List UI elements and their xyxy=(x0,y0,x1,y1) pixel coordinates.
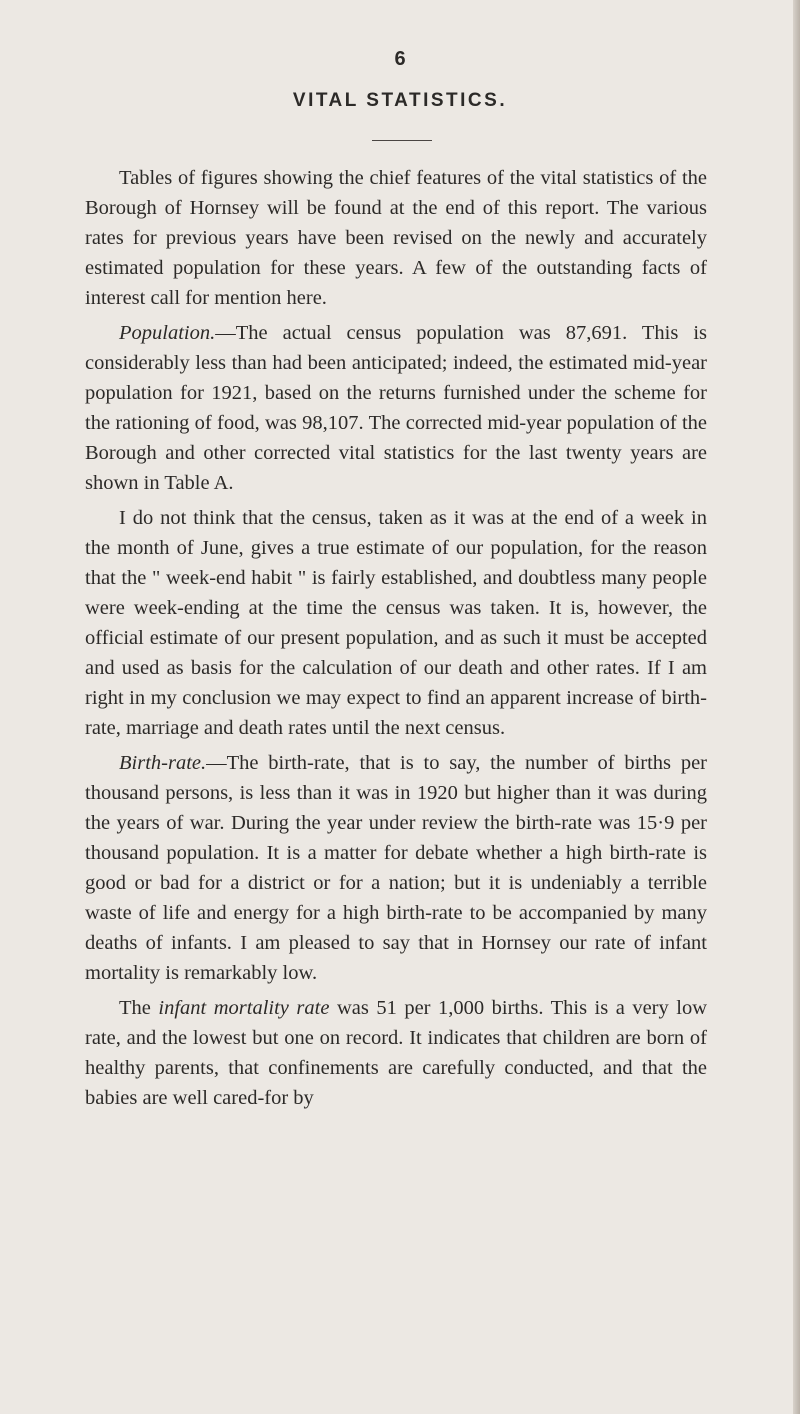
paragraph-census xyxy=(85,503,707,743)
paragraph-intro xyxy=(85,163,707,313)
page-number: 6 xyxy=(394,48,406,70)
page-title: VITAL STATISTICS. xyxy=(292,90,508,111)
paragraph-pre: The xyxy=(119,997,159,1019)
paragraph-text: —The actual census population was 87,691. This is considerably less than had been anticipated; indeed, the estimated mid-year population for 1921, based on the returns furnished under the scheme for the rationing of food, was 98,107. The corrected mid-year population of the Borough and other corrected vital statistics for the last twenty years are shown in Table A. xyxy=(85,322,707,494)
page-edge-shadow xyxy=(793,0,800,1414)
title-divider xyxy=(372,140,432,141)
paragraph-infant-mortality xyxy=(85,993,707,1113)
body-text xyxy=(85,163,707,1118)
paragraph-lead: infant mortality rate xyxy=(158,997,330,1019)
paragraph-text: Tables of figures showing the chief features of the vital statistics of the Borough of Hornsey will be found at the end of this report. The various rates for previous years have been revised on the newly and accurately estimated population for these years. A few of the outstanding facts of interest call for mention here. xyxy=(85,167,707,309)
paragraph-text: was 51 per 1,000 births. This is a very low rate, and the lowest but one on record. It indicates that children are born of healthy parents, that confinements are carefully conducted, and that the babies are well cared-for by xyxy=(85,997,708,1109)
paragraph-lead: Birth-rate. xyxy=(119,752,207,774)
paragraph-text: I do not think that the census, taken as it was at the end of a week in the month of June, gives a true estimate of our population, for the reason that the " week-end habit " is fairly established, and doubtless many people were week-ending at the time the census was taken. It is, however, the official estimate of our present population, and as such it must be accepted and used as basis for the calculation of our death and other rates. If I am right in my conclusion we may expect to find an apparent increase of birth-rate, marriage and death rates until the next census. xyxy=(85,507,707,739)
paragraph-population xyxy=(85,318,707,498)
paragraph-text: —The birth-rate, that is to say, the number of births per thousand persons, is less than it was in 1920 but higher than it was during the years of war. During the year under review the birth-rate was 15·9 per thousand population. It is a matter for debate whether a high birth-rate is good or bad for a district or for a nation; but it is undeniably a terrible waste of life and energy for a high birth-rate to be accompanied by many deaths of infants. I am pleased to say that in Hornsey our rate of infant mortality is remarkably low. xyxy=(85,752,707,984)
paragraph-lead: Population. xyxy=(119,322,216,344)
paragraph-birth-rate xyxy=(85,748,707,988)
